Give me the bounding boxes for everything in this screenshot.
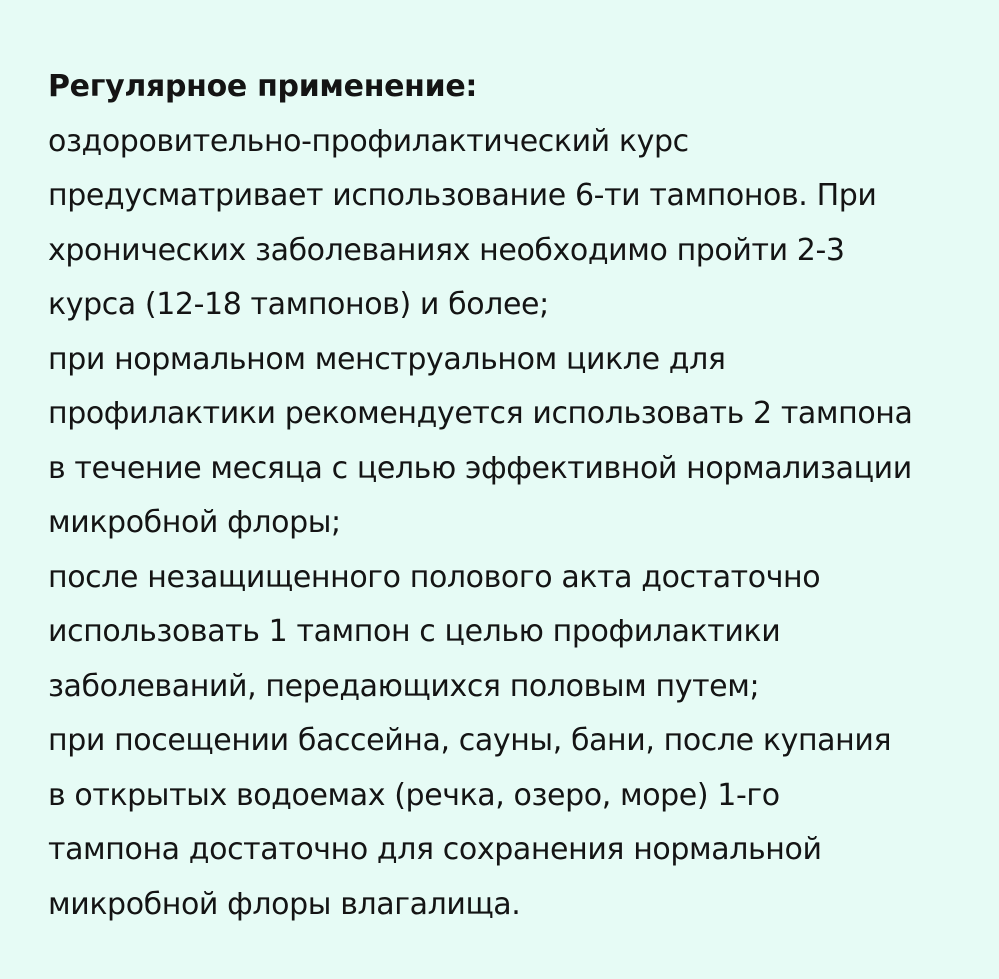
text-line: хронических заболеваниях необходимо пройти 2-3 bbox=[48, 232, 845, 268]
text-line: при нормальном менструальном цикле для bbox=[48, 341, 726, 377]
text-line: предусматривает использование 6-ти тампонов. При bbox=[48, 178, 877, 213]
text-line: использовать 1 тампон с целью профилактики bbox=[48, 614, 781, 649]
text-line: оздоровительно-профилактический курс bbox=[48, 123, 689, 159]
text-line: в течение месяца с целью эффективной нормализации bbox=[48, 450, 912, 486]
document-heading: Регулярное применение: bbox=[48, 69, 478, 104]
text-line: в открытых водоемах (речка, озеро, море) 1-го bbox=[48, 777, 780, 813]
text-line: после незащищенного полового акта достаточно bbox=[48, 559, 821, 595]
text-line: курса (12-18 тампонов) и более; bbox=[48, 287, 549, 322]
text-line: заболеваний, передающихся половым путем; bbox=[48, 668, 760, 704]
text-line: тампона достаточно для сохранения нормальной bbox=[48, 832, 822, 867]
text-line: профилактики рекомендуется использовать 2 тампона bbox=[48, 396, 913, 431]
text-line: при посещении бассейна, сауны, бани, после купания bbox=[48, 723, 892, 758]
text-line: микробной флоры влагалища. bbox=[48, 886, 521, 922]
text-line: микробной флоры; bbox=[48, 505, 341, 540]
document-body bbox=[48, 60, 968, 932]
